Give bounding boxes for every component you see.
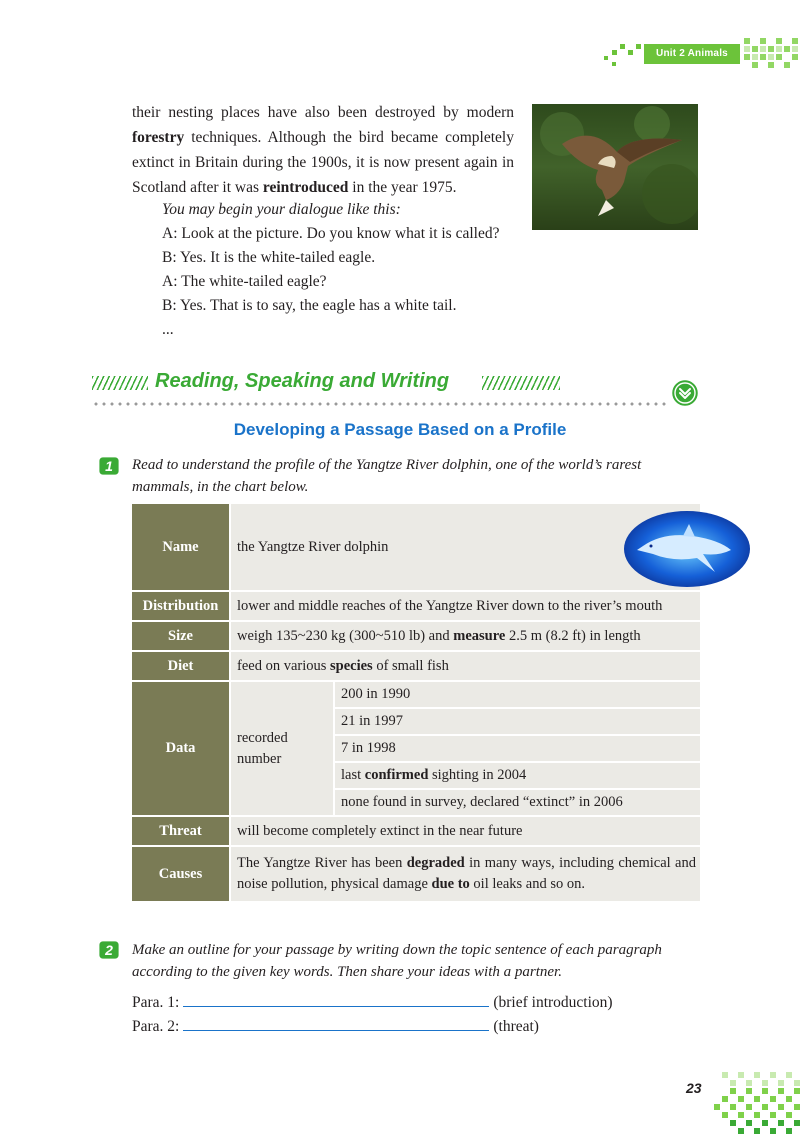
task1-line2: mammals, in the chart below.: [132, 479, 309, 495]
size-label: Size: [132, 621, 230, 651]
name-value: the Yangtze River dolphin: [237, 538, 389, 555]
section-title: Reading, Speaking and Writing: [155, 370, 450, 392]
causes-label: Causes: [132, 846, 230, 902]
task-number: 1: [105, 458, 113, 474]
distribution-value: lower and middle reaches of the Yangtze River down to the river’s mouth: [230, 591, 700, 621]
size-cell: [230, 621, 700, 651]
data-row-bold-confirmed: confirmed: [364, 767, 429, 783]
section-divider: [92, 402, 666, 406]
dolphin-photo: [623, 510, 751, 588]
intro-text-2: techniques. Although the bird became completely: [184, 129, 514, 146]
causes-cell: [230, 846, 700, 902]
threat-value: will become completely extinct in the near future: [230, 816, 700, 846]
task-number: 2: [105, 942, 113, 958]
causes-bold-degraded: degraded: [406, 855, 465, 871]
intro-paragraph: [132, 100, 514, 200]
data-row: [334, 762, 700, 789]
data-row: none found in survey, declared “extinct” in 2006: [334, 789, 700, 816]
intro-text-1: their nesting places have also been destroyed by modern: [132, 104, 514, 121]
unit-tab: Unit 2 Animals: [644, 44, 740, 64]
dialogue-prompt-text: You may begin your dialogue like this:: [162, 201, 401, 218]
dialogue-prompt: [162, 198, 401, 222]
data-row: 7 in 1998: [334, 735, 700, 762]
data-row: 21 in 1997: [334, 708, 700, 735]
diet-bold-species: species: [330, 657, 373, 674]
outline-hint: (threat): [493, 1018, 539, 1035]
name-label: Name: [132, 504, 230, 591]
size-text-end: 2.5 m (8.2 ft) in length: [505, 627, 641, 644]
chevron-down-circle-icon: [670, 378, 700, 408]
task1-line1: Read to understand the profile of the Yangtze River dolphin, one of the world’s rarest: [132, 457, 642, 473]
outline-line: [132, 1016, 539, 1036]
task-number-badge: [98, 456, 120, 476]
outline-label: Para. 1:: [132, 994, 180, 1011]
outline-label: Para. 2:: [132, 1018, 180, 1035]
data-row: 200 in 1990: [334, 681, 700, 708]
intro-text-5: in the year 1975.: [348, 179, 457, 196]
size-text: weigh 135~230 kg (300~510 lb) and: [237, 627, 454, 644]
data-row-text-end: sighting in 2004: [428, 767, 527, 783]
heading-hatch-left: [92, 376, 148, 390]
threat-label: Threat: [132, 816, 230, 846]
diet-cell: [230, 651, 700, 681]
diet-text-end: of small fish: [372, 657, 449, 674]
data-row-text: last: [341, 767, 365, 783]
data-group-label: recorded number: [230, 681, 334, 816]
name-cell: [230, 504, 700, 591]
task-number-badge: [98, 940, 120, 960]
intro-text-4: in Scotland after it was: [132, 154, 514, 196]
intro-bold-forestry: forestry: [132, 129, 185, 146]
intro-text-3: extinct in Britain during the 1900s, it is now present again: [132, 154, 498, 171]
task2-line1: Make an outline for your passage by writing down the topic sentence of each paragraph: [132, 942, 662, 958]
footer-pixel-pattern: [690, 1064, 800, 1138]
dialogue-ellipsis: ...: [162, 321, 174, 338]
dialogue-line: B: Yes. That is to say, the eagle has a white tail.: [162, 297, 457, 314]
heading-hatch-right: [482, 376, 560, 390]
outline-hint: (brief introduction): [493, 994, 613, 1011]
task2-line2: according to the given key words. Then share your ideas with a partner.: [132, 964, 562, 980]
task2-instruction: [132, 939, 702, 983]
task1-instruction: [132, 454, 702, 498]
page-number: 23: [686, 1080, 702, 1096]
size-bold-measure: measure: [453, 627, 506, 644]
causes-text: The Yangtze River has been: [237, 855, 407, 871]
outline-blank-input[interactable]: [183, 992, 489, 1007]
eagle-photo: [532, 104, 698, 230]
data-label: Data: [132, 681, 230, 816]
causes-bold-due-to: due to: [431, 876, 470, 892]
profile-table: [132, 504, 700, 903]
causes-text-mid: in many ways, including chemical and noise pollution, physical damage: [237, 855, 696, 892]
causes-text-end: oil leaks and so on.: [469, 876, 585, 892]
distribution-label: Distribution: [132, 591, 230, 621]
section-subtitle: Developing a Passage Based on a Profile: [233, 420, 567, 439]
diet-text: feed on various: [237, 657, 331, 674]
dialogue-line: A: The white-tailed eagle?: [162, 273, 327, 290]
outline-blank-input[interactable]: [183, 1016, 489, 1031]
intro-bold-reintroduced: reintroduced: [262, 179, 349, 196]
dialogue-line: B: Yes. It is the white-tailed eagle.: [162, 249, 376, 266]
outline-line: [132, 992, 613, 1012]
diet-label: Diet: [132, 651, 230, 681]
dialogue-line: A: Look at the picture. Do you know what it is called?: [162, 225, 500, 242]
